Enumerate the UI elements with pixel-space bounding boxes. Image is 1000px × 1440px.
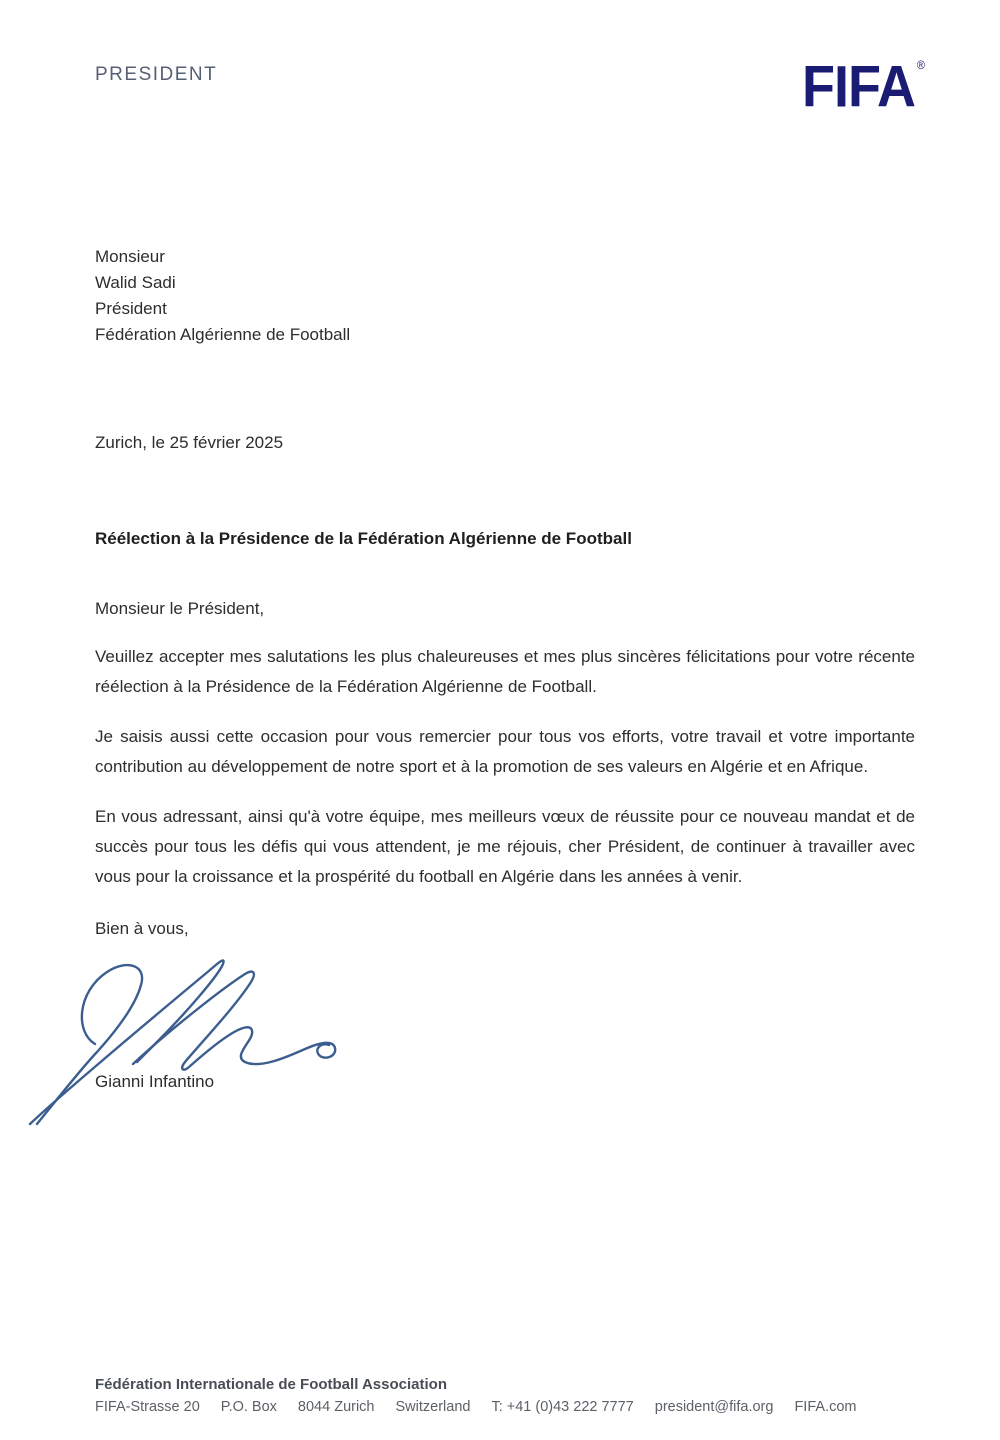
fifa-logo bbox=[802, 54, 925, 120]
subject-line: Réélection à la Présidence de la Fédération Algérienne de Football bbox=[95, 529, 632, 548]
signature-stroke bbox=[30, 960, 224, 1124]
footer-country: Switzerland bbox=[395, 1399, 471, 1415]
body-paragraph: En vous adressant, ainsi qu'à votre équipe, mes meilleurs vœux de réussite pour ce nouveau mandat et de succès pour tous les défis qui vous attendent, je me réjouis, cher Président, de continuer à travailler avec vous pour la croissance et la prospérité du football en Algérie dans les années à venir. bbox=[95, 807, 915, 886]
letter-footer bbox=[95, 1374, 915, 1418]
salutation: Monsieur le Président, bbox=[95, 599, 265, 618]
recipient-line: Président bbox=[95, 299, 167, 318]
signature-stroke bbox=[133, 972, 335, 1070]
recipient-line: Walid Sadi bbox=[95, 273, 176, 292]
footer-email: president@fifa.org bbox=[654, 1399, 774, 1415]
footer-contact-line bbox=[95, 1396, 915, 1418]
registered-trademark-mark: ® bbox=[916, 59, 925, 73]
signature-stroke bbox=[37, 965, 142, 1124]
recipient-block bbox=[95, 244, 915, 348]
letter-header bbox=[95, 54, 925, 122]
signature-block bbox=[95, 950, 915, 1170]
footer-address: FIFA-Strasse 20 bbox=[95, 1399, 200, 1415]
recipient-line: Fédération Algérienne de Football bbox=[95, 325, 351, 344]
footer-phone: T: +41 (0)43 222 7777 bbox=[491, 1399, 634, 1415]
footer-organization: Fédération Internationale de Football Association bbox=[95, 1376, 447, 1393]
footer-website: FIFA.com bbox=[794, 1399, 857, 1415]
body-paragraph: Veuillez accepter mes salutations les plus chaleureuses et mes plus sincères félicitations pour votre récente réélection à la Présidence de la Fédération Algérienne de Football. bbox=[95, 647, 915, 696]
fifa-logo-text: FIFA bbox=[802, 54, 915, 120]
president-label: PRESIDENT bbox=[95, 64, 218, 85]
dateline: Zurich, le 25 février 2025 bbox=[95, 433, 284, 452]
signer-name: Gianni Infantino bbox=[95, 1072, 215, 1091]
body-paragraph: Je saisis aussi cette occasion pour vous remercier pour tous vos efforts, votre travail et votre importante contribution au développement de notre sport et à la promotion de ses valeurs en Algérie et en Afrique. bbox=[95, 727, 915, 776]
footer-po-box: P.O. Box bbox=[220, 1399, 277, 1415]
footer-city: 8044 Zurich bbox=[297, 1399, 375, 1415]
recipient-line: Monsieur bbox=[95, 247, 165, 266]
closing-phrase: Bien à vous, bbox=[95, 919, 189, 938]
signature-scrawl-image bbox=[25, 952, 345, 1132]
